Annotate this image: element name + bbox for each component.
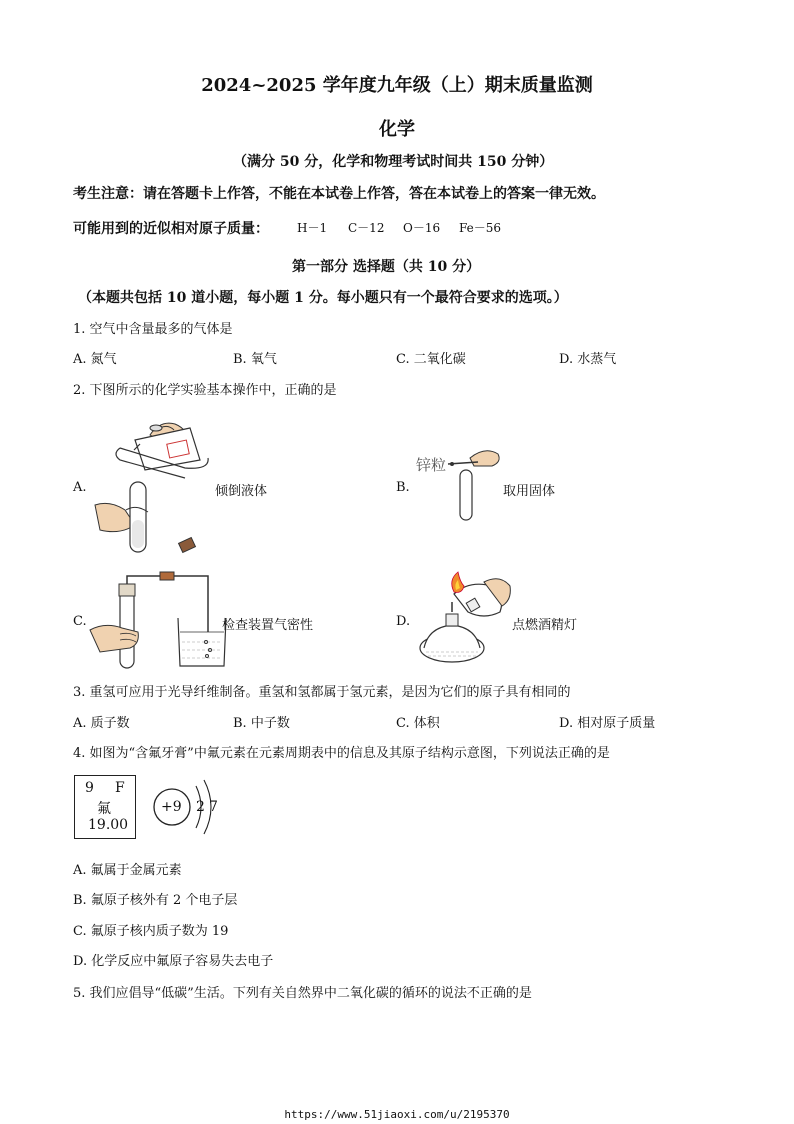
- atom-shell-2: 7: [209, 799, 218, 815]
- q2-stem: 2. 下图所示的化学实验基本操作中，正确的是: [73, 383, 337, 398]
- fig-a-letter: A.: [73, 480, 87, 495]
- subject-title: 化学: [379, 119, 415, 140]
- exam-title: 2024~2025 学年度九年级（上）期末质量监测: [201, 75, 593, 96]
- section-title: 第一部分 选择题（共 10 分）: [292, 259, 481, 275]
- section-instruction: （本题共包括 10 道小题，每小题 1 分。每小题只有一个最符合要求的选项。）: [78, 290, 568, 306]
- element-cell: [74, 775, 136, 839]
- airtightness-check-illustration: [90, 572, 230, 672]
- exam-notice: 考生注意：请在答题卡上作答，不能在本试卷上作答，答在本试卷上的答案一律无效。: [73, 186, 605, 202]
- q4-option-a: A. 氟属于金属元素: [73, 863, 182, 878]
- fig-b-caption: 取用固体: [503, 484, 556, 499]
- atomic-mass-o: O－16: [403, 221, 441, 235]
- q4-option-b: B. 氟原子核外有 2 个电子层: [73, 893, 238, 908]
- footer-url[interactable]: https://www.51jiaoxi.com/u/2195370: [284, 1108, 510, 1121]
- atomic-mass-label: 可能用到的近似相对原子质量：: [73, 221, 269, 237]
- fig-b-label: 锌粒: [416, 456, 447, 474]
- q3-option-a: A. 质子数: [73, 716, 130, 731]
- element-symbol: F: [115, 780, 125, 796]
- q1-option-c: C. 二氧化碳: [396, 352, 466, 367]
- atomic-mass-fe: Fe－56: [459, 221, 502, 235]
- q3-stem: 3. 重氢可应用于光导纤维制备。重氢和氢都属于氢元素，是因为它们的原子具有相同的: [73, 685, 571, 700]
- element-mass: 19.00: [88, 817, 129, 833]
- atom-shell-1: 2: [196, 799, 205, 815]
- element-number: 9: [85, 780, 94, 796]
- q5-stem: 5. 我们应倡导“低碳”生活。下列有关自然界中二氧化碳的循环的说法不正确的是: [73, 986, 532, 1001]
- fig-d-letter: D.: [396, 614, 411, 629]
- q3-option-d: D. 相对原子质量: [559, 716, 656, 731]
- q4-option-d: D. 化学反应中氟原子容易失去电子: [73, 954, 274, 969]
- q1-option-b: B. 氧气: [233, 352, 277, 367]
- q4-option-c: C. 氟原子核内质子数为 19: [73, 924, 229, 939]
- element-name: 氟: [97, 801, 111, 817]
- lighting-alcohol-lamp-illustration: [414, 572, 514, 668]
- q1-stem: 1. 空气中含量最多的气体是: [73, 322, 233, 337]
- fig-a-caption: 倾倒液体: [215, 484, 268, 499]
- taking-solid-illustration: [440, 446, 510, 526]
- fig-b-letter: B.: [396, 480, 410, 495]
- q3-option-b: B. 中子数: [233, 716, 290, 731]
- atomic-mass-h: H－1: [297, 221, 328, 235]
- fig-c-letter: C.: [73, 614, 87, 629]
- q3-option-c: C. 体积: [396, 716, 440, 731]
- fig-c-caption: 检查装置气密性: [222, 618, 314, 633]
- atomic-mass-c: C－12: [348, 221, 385, 235]
- q1-option-a: A. 氮气: [73, 352, 117, 367]
- atom-nucleus-charge: +9: [161, 799, 182, 815]
- fig-d-caption: 点燃酒精灯: [512, 618, 578, 633]
- pouring-liquid-illustration: [90, 410, 220, 560]
- q4-stem: 4. 如图为“含氟牙膏”中氟元素在元素周期表中的信息及其原子结构示意图，下列说法正确的是: [73, 746, 610, 761]
- q1-option-d: D. 水蒸气: [559, 352, 617, 367]
- score-note: （满分 50 分，化学和物理考试时间共 150 分钟）: [233, 154, 554, 170]
